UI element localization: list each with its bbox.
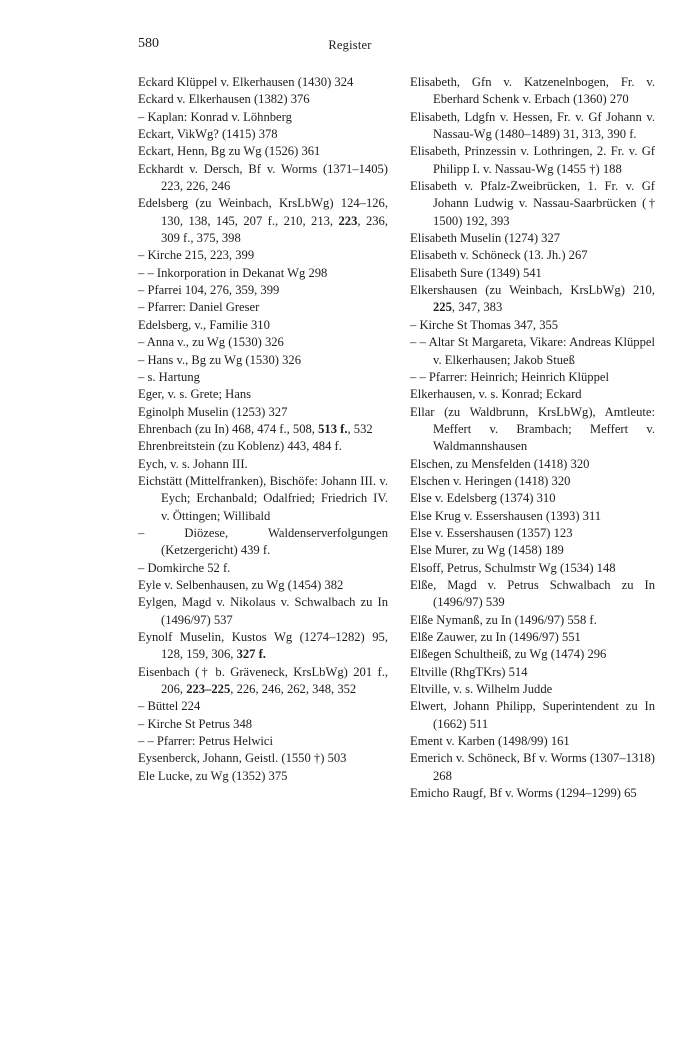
entry-text-bold: 223 — [338, 213, 358, 228]
index-entry — [410, 629, 655, 646]
index-entry — [138, 386, 388, 403]
index-entry — [138, 733, 388, 750]
index-entry — [410, 542, 655, 559]
entry-text: Eynolf Muselin, Kustos Wg (1274–1282) 95, 128, 159, 306, — [138, 630, 388, 662]
entry-text: – Kirche St Thomas 347, 355 — [410, 317, 559, 332]
index-entry — [410, 334, 655, 369]
entry-text-bold: 223–225 — [186, 682, 231, 697]
entry-text: – Hans v., Bg zu Wg (1530) 326 — [138, 352, 301, 367]
entry-text: – Kaplan: Konrad v. Löhnberg — [138, 109, 292, 124]
entry-text: Eltville (RhgTKrs) 514 — [410, 664, 528, 679]
index-entry — [138, 473, 388, 525]
entry-text: Eych, v. s. Johann III. — [138, 456, 248, 471]
index-entry — [138, 664, 388, 699]
entry-text: Eisenbach († b. Gräveneck, KrsLbWg) 201 f., 206, — [138, 664, 388, 697]
entry-text: – Domkirche 52 f. — [138, 560, 231, 575]
index-entry — [410, 560, 655, 577]
entry-text: Eckard Klüppel v. Elkerhausen (1430) 324 — [138, 75, 354, 89]
entry-text: Else v. Edelsberg (1374) 310 — [410, 491, 556, 506]
entry-text: – Kirche 215, 223, 399 — [138, 248, 255, 263]
entry-text: Elsoff, Petrus, Schulmstr Wg (1534) 148 — [410, 560, 616, 575]
index-entry — [410, 230, 655, 247]
entry-text: Eckart, VikWg? (1415) 378 — [138, 127, 278, 142]
entry-text: , 236, 309 f., 375, 398 — [161, 213, 388, 246]
entry-text: Elisabeth v. Pfalz-Zweibrücken, 1. Fr. v. Gf Johann Ludwig v. Nassau-Saarbrücken († 1500) 192, 393 — [410, 179, 655, 228]
entry-text: Ele Lucke, zu Wg (1352) 375 — [138, 768, 288, 783]
index-entry — [410, 143, 655, 178]
entry-text: Ement v. Karben (1498/99) 161 — [410, 734, 570, 749]
index-entry — [410, 369, 655, 386]
entry-text: , 226, 246, 262, 348, 352 — [230, 682, 357, 697]
index-entry — [138, 143, 388, 160]
entry-text: Eginolph Muselin (1253) 327 — [138, 404, 288, 419]
entry-text: Elkerhausen, v. s. Konrad; Eckard — [410, 387, 582, 402]
index-entry — [138, 74, 388, 91]
index-entry — [138, 247, 388, 264]
index-entry — [138, 560, 388, 577]
index-entry — [138, 282, 388, 299]
index-entry — [138, 126, 388, 143]
index-entry — [410, 681, 655, 698]
index-entry — [138, 91, 388, 108]
index-entry — [410, 577, 655, 612]
entry-text: Eltville, v. s. Wilhelm Judde — [410, 682, 553, 697]
entry-text: Elisabeth, Gfn v. Katzenelnbogen, Fr. v. Eberhard Schenk v. Erbach (1360) 270 — [410, 75, 655, 107]
entry-text: Elschen v. Heringen (1418) 320 — [410, 473, 571, 488]
entry-text: Elisabeth Muselin (1274) 327 — [410, 231, 561, 246]
index-entry — [410, 733, 655, 750]
index-entry — [410, 525, 655, 542]
entry-text: – Kirche St Petrus 348 — [138, 716, 253, 731]
entry-text: Edelsberg (zu Weinbach, KrsLbWg) 124–126, 130, 138, 145, 207 f., 210, 213, — [138, 196, 388, 228]
index-entry — [138, 352, 388, 369]
index-entry — [410, 473, 655, 490]
index-entry — [138, 299, 388, 316]
entry-text: Ehrenbach (zu In) 468, 474 f., 508, — [138, 421, 319, 436]
entry-text: Eckard v. Elkerhausen (1382) 376 — [138, 92, 310, 107]
index-entry — [138, 195, 388, 247]
index-entry — [138, 161, 388, 196]
entry-text: Eylgen, Magd v. Nikolaus v. Schwalbach zu In (1496/97) 537 — [138, 595, 388, 627]
entry-text: Elkershausen (zu Weinbach, KrsLbWg) 210, — [410, 283, 655, 298]
index-entry — [138, 334, 388, 351]
index-entry — [138, 594, 388, 629]
index-entry — [410, 247, 655, 264]
entry-text: Elße, Magd v. Petrus Schwalbach zu In (1496/97) 539 — [410, 577, 655, 610]
entry-text: Elisabeth v. Schöneck (13. Jh.) 267 — [410, 248, 588, 263]
entry-text: – – Pfarrer: Petrus Helwici — [138, 734, 273, 749]
index-entry — [138, 369, 388, 386]
index-entry — [138, 629, 388, 664]
entry-text: Ehrenbreitstein (zu Koblenz) 443, 484 f. — [138, 439, 342, 454]
entry-text: Elschen, zu Mensfelden (1418) 320 — [410, 456, 590, 471]
index-entry — [410, 490, 655, 507]
index-entry — [138, 109, 388, 126]
index-entry — [410, 386, 655, 403]
entry-text: – Diözese, Waldenserverfolgungen (Ketzergericht) 439 f. — [138, 525, 388, 558]
index-entry — [138, 698, 388, 715]
index-entry — [138, 317, 388, 334]
entry-text-bold: 327 f. — [236, 647, 266, 662]
index-entry — [138, 750, 388, 767]
index-column-left — [138, 74, 388, 785]
index-entry — [410, 646, 655, 663]
index-entry — [410, 74, 655, 109]
index-entry — [138, 768, 388, 785]
index-entry — [410, 785, 655, 802]
entry-text: Elisabeth, Prinzessin v. Lothringen, 2. Fr. v. Gf Philipp I. v. Nassau-Wg (1455 †) 188 — [410, 144, 655, 176]
entry-text: Elße Nymanß, zu In (1496/97) 558 f. — [410, 612, 597, 627]
entry-text: , 532 — [347, 421, 373, 436]
index-column-right — [410, 74, 655, 802]
entry-text: Elßegen Schultheiß, zu Wg (1474) 296 — [410, 647, 607, 662]
entry-text: Eyle v. Selbenhausen, zu Wg (1454) 382 — [138, 577, 344, 592]
entry-text: Emerich v. Schöneck, Bf v. Worms (1307–1318) 268 — [410, 751, 655, 783]
index-entry — [410, 698, 655, 733]
index-entry — [410, 317, 655, 334]
entry-text: – Pfarrei 104, 276, 359, 399 — [138, 283, 280, 298]
entry-text: Eckart, Henn, Bg zu Wg (1526) 361 — [138, 144, 321, 159]
entry-text: , 347, 383 — [451, 300, 503, 315]
entry-text: – Anna v., zu Wg (1530) 326 — [138, 335, 284, 350]
entry-text: Emicho Raugf, Bf v. Worms (1294–1299) 65 — [410, 786, 637, 801]
entry-text: – Pfarrer: Daniel Greser — [138, 300, 260, 315]
entry-text: Else Krug v. Essershausen (1393) 311 — [410, 508, 602, 523]
index-entry — [138, 525, 388, 560]
index-entry — [410, 456, 655, 473]
page-number: 580 — [138, 36, 159, 51]
entry-text: Elwert, Johann Philipp, Superintendent zu In (1662) 511 — [410, 699, 655, 731]
entry-text-bold: 513 f. — [318, 421, 348, 436]
index-entry — [410, 282, 655, 317]
index-entry — [410, 508, 655, 525]
running-head: Register — [328, 38, 372, 52]
index-entry — [410, 664, 655, 681]
entry-text: Elisabeth, Ldgfn v. Hessen, Fr. v. Gf Johann v. Nassau-Wg (1480–1489) 31, 313, 390 f. — [410, 109, 655, 142]
index-entry — [138, 456, 388, 473]
index-entry — [410, 109, 655, 144]
entry-text: Else Murer, zu Wg (1458) 189 — [410, 543, 564, 558]
index-entry — [138, 404, 388, 421]
entry-text: Eysenberck, Johann, Geistl. (1550 †) 503 — [138, 751, 347, 766]
index-entry — [138, 421, 388, 438]
entry-text: – Büttel 224 — [138, 699, 201, 714]
index-entry — [138, 265, 388, 282]
index-entry — [410, 612, 655, 629]
entry-text-bold: 225 — [433, 300, 452, 315]
index-entry — [138, 438, 388, 455]
entry-text: – – Pfarrer: Heinrich; Heinrich Klüppel — [410, 369, 609, 384]
index-entry — [138, 577, 388, 594]
entry-text: Elße Zauwer, zu In (1496/97) 551 — [410, 630, 581, 644]
entry-text: Else v. Essershausen (1357) 123 — [410, 525, 573, 540]
entry-text: Eckhardt v. Dersch, Bf v. Worms (1371–1405) 223, 226, 246 — [138, 161, 388, 194]
index-entry — [410, 265, 655, 282]
index-entry — [410, 178, 655, 230]
entry-text: – s. Hartung — [138, 369, 200, 384]
entry-text: – – Altar St Margareta, Vikare: Andreas Klüppel v. Elkerhausen; Jakob Stueß — [410, 335, 655, 367]
index-entry — [138, 716, 388, 733]
index-entry — [410, 750, 655, 785]
entry-text: Edelsberg, v., Familie 310 — [138, 317, 270, 332]
entry-text: – – Inkorporation in Dekanat Wg 298 — [138, 265, 328, 280]
entry-text: Eger, v. s. Grete; Hans — [138, 387, 252, 402]
index-entry — [410, 404, 655, 456]
entry-text: Ellar (zu Waldbrunn, KrsLbWg), Amtleute: Meffert v. Brambach; Meffert v. Waldmannshausen — [410, 404, 655, 454]
entry-text: Eichstätt (Mittelfranken), Bischöfe: Johann III. v. Eych; Erchanbald; Odalfried; Friedrich IV. v. Öttingen; Willibald — [138, 473, 388, 523]
entry-text: Elisabeth Sure (1349) 541 — [410, 265, 542, 280]
